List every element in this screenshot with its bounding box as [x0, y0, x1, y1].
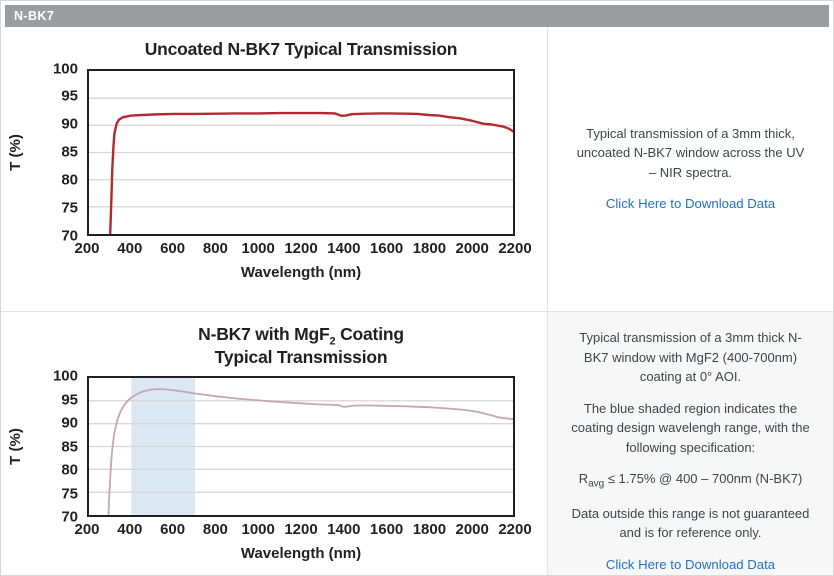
- x-tick-label: 1800: [412, 521, 447, 539]
- x-tick-label: 800: [202, 521, 228, 539]
- coated-description-cell: [548, 312, 833, 575]
- disclaimer-text: Data outside this range is not guaranteed and is for reference only.: [571, 505, 810, 541]
- subscript: 2: [329, 335, 336, 348]
- x-tick-label: 1800: [412, 239, 447, 257]
- y-tick-label: 90: [61, 414, 78, 432]
- x-tick-label: 200: [74, 239, 100, 257]
- shaded-region-note: The blue shaded region indicates the coating design wavelengh range, with the following specification:: [571, 400, 810, 455]
- y-tick-label: 75: [61, 199, 78, 217]
- y-axis-ticks: [29, 60, 87, 245]
- chart-title: Uncoated N-BK7 Typical Transmission: [144, 39, 458, 59]
- y-tick-label: 85: [61, 438, 78, 456]
- x-tick-label: 1200: [284, 521, 318, 539]
- x-tick-label: 200: [74, 521, 100, 539]
- x-tick-label: 2000: [455, 521, 489, 539]
- x-tick-label: 2200: [498, 239, 532, 257]
- section-title: N-BK7: [14, 9, 55, 23]
- subscript: avg: [588, 478, 605, 490]
- x-tick-label: 600: [160, 239, 186, 257]
- coated-chart-cell: [1, 312, 548, 575]
- coated-transmission-chart: [1, 312, 547, 562]
- x-tick-label: 1400: [327, 239, 361, 257]
- y-tick-label: 100: [52, 367, 78, 385]
- y-tick-label: 95: [61, 391, 78, 409]
- x-tick-label: 400: [117, 521, 143, 539]
- download-data-link[interactable]: Click Here to Download Data: [605, 556, 776, 572]
- section-header: [5, 5, 829, 27]
- y-axis-label: T (%): [6, 133, 24, 171]
- y-tick-label: 70: [61, 508, 78, 526]
- y-tick-label: 75: [61, 485, 78, 503]
- spec-line: $R_{avg} \le 1.75\%$ @ 400 – 700nm (N-BK7): [578, 471, 803, 490]
- y-axis-label: T (%): [6, 428, 24, 466]
- y-tick-label: 80: [61, 461, 78, 479]
- x-tick-label: 800: [202, 239, 228, 257]
- y-tick-label: 95: [61, 87, 78, 105]
- x-tick-label: 1600: [369, 521, 404, 539]
- x-axis-label: Wavelength (nm): [240, 545, 362, 563]
- chart-title: N-BK7 with MgF$_2$ Coating Typical Transmission: [198, 324, 404, 367]
- y-tick-label: 80: [61, 171, 78, 189]
- x-tick-label: 400: [117, 239, 143, 257]
- x-tick-label: 1000: [241, 521, 275, 539]
- content-grid: [1, 27, 833, 575]
- x-tick-label: 1000: [241, 239, 275, 257]
- x-tick-label: 2000: [455, 239, 489, 257]
- x-tick-label: 600: [160, 521, 186, 539]
- uncoated-chart-cell: [1, 27, 548, 312]
- uncoated-description-cell: [548, 27, 833, 312]
- y-tick-label: 85: [61, 143, 78, 161]
- y-tick-label: 70: [61, 227, 78, 245]
- y-tick-label: 100: [52, 60, 78, 78]
- uncoated-transmission-chart: [1, 27, 547, 281]
- download-data-link[interactable]: Click Here to Download Data: [605, 196, 776, 212]
- description-text: Typical transmission of a 3mm thick, uncoated N-BK7 window across the UV – NIR spectra.: [576, 125, 805, 180]
- y-tick-label: 90: [61, 115, 78, 133]
- x-tick-label: 1600: [369, 239, 404, 257]
- x-tick-label: 1200: [284, 239, 318, 257]
- x-axis-ticks: [74, 239, 532, 261]
- x-axis-label: Wavelength (nm): [240, 263, 362, 281]
- x-axis-ticks: [74, 521, 532, 542]
- coated-description-panel: [568, 328, 813, 574]
- uncoated-description-panel: [573, 124, 808, 214]
- plot-area: [87, 69, 515, 236]
- plot-area: [87, 376, 515, 517]
- x-tick-label: 1400: [327, 521, 361, 539]
- y-axis-ticks: [29, 367, 87, 526]
- x-tick-label: 2200: [498, 521, 532, 539]
- description-text: Typical transmission of a 3mm thick N-BK7 window with MgF2 (400-700nm) coating at 0° AOI.: [579, 330, 802, 384]
